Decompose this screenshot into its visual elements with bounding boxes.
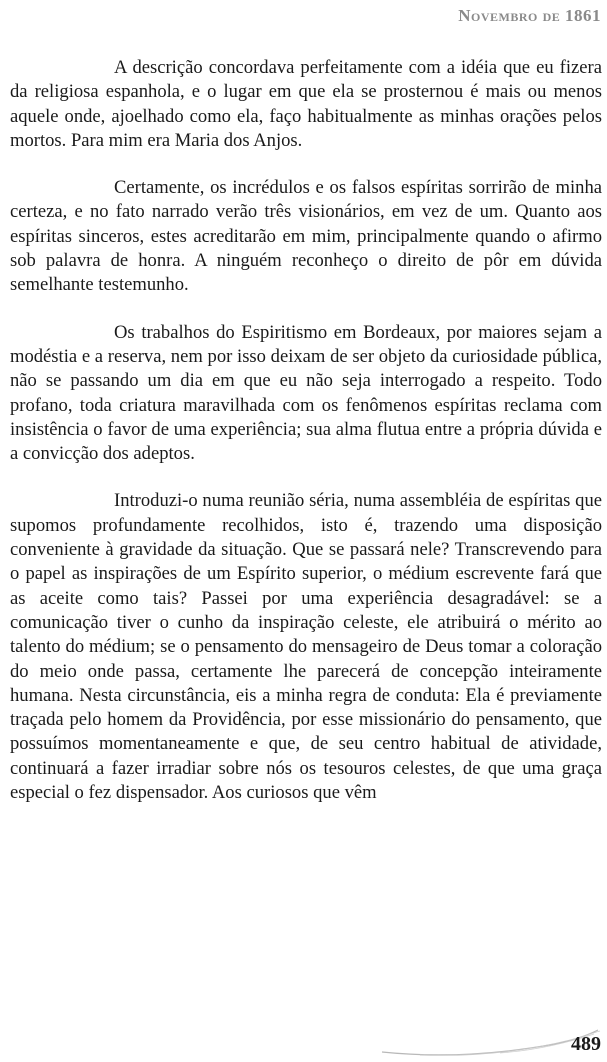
page-number-swash-ornament xyxy=(380,1028,602,1058)
running-header: Novembro de 1861 xyxy=(458,6,601,25)
page-body xyxy=(10,56,602,828)
page-number: 489 xyxy=(571,1033,601,1055)
paragraph-1: A descrição concordava perfeitamente com a idéia que eu fizera da religiosa espanhola, e o lugar em que ela se prosternou é mais ou menos aquele onde, ajoelhado como ela, faço habitualmente as minhas orações pelos mortos. Para mim era Maria dos Anjos. xyxy=(10,57,602,151)
paragraph-2: Certamente, os incrédulos e os falsos espíritas sorrirão de minha certeza, e no fato narrado verão três visionários, em vez de um. Quanto aos espíritas sinceros, estes acreditarão em mim, principalmente quando o afirmo sob palavra de honra. A ninguém reconheço o direito de pôr em dúvida semelhante testemunho. xyxy=(10,177,602,296)
paragraph-4: Introduzi-o numa reunião séria, numa assembléia de espíritas que supomos profundamente recolhidos, isto é, trazendo uma disposição conveniente à gravidade da situação. Que se passará nele? Transcrevendo para o papel as inspirações de um Espírito superior, o médium escrevente fará que as aceite como tais? Passei por uma experiência desagradável: se a comunicação tiver o cunho da inspiração celeste, ele atribuirá o mérito ao talento do médium; se o pensamento do mensageiro de Deus tomar a coloração do meio onde passa, certamente lhe parecerá de concepção inteiramente humana. Nesta circunstância, eis a minha regra de conduta: Ela é previamente traçada pelo homem da Providência, por esse missionário do pensamento, que possuímos momentaneamente e que, de seu centro habitual de atividade, continuará a fazer irradiar sobre nós os tesouros celestes, de que uma graça especial o fez dispensador. Aos curiosos que vêm xyxy=(10,490,602,804)
paragraph-3: Os trabalhos do Espiritismo em Bordeaux, por maiores sejam a modéstia e a reserva, nem por isso deixam de ser objeto da curiosidade pública, não se passando um dia em que eu não seja interrogado a respeito. Todo profano, toda criatura maravilhada com os fenômenos espíritas reclama com insistência o favor de uma experiência; sua alma flutua entre a própria dúvida e a convicção dos adeptos. xyxy=(10,321,602,465)
